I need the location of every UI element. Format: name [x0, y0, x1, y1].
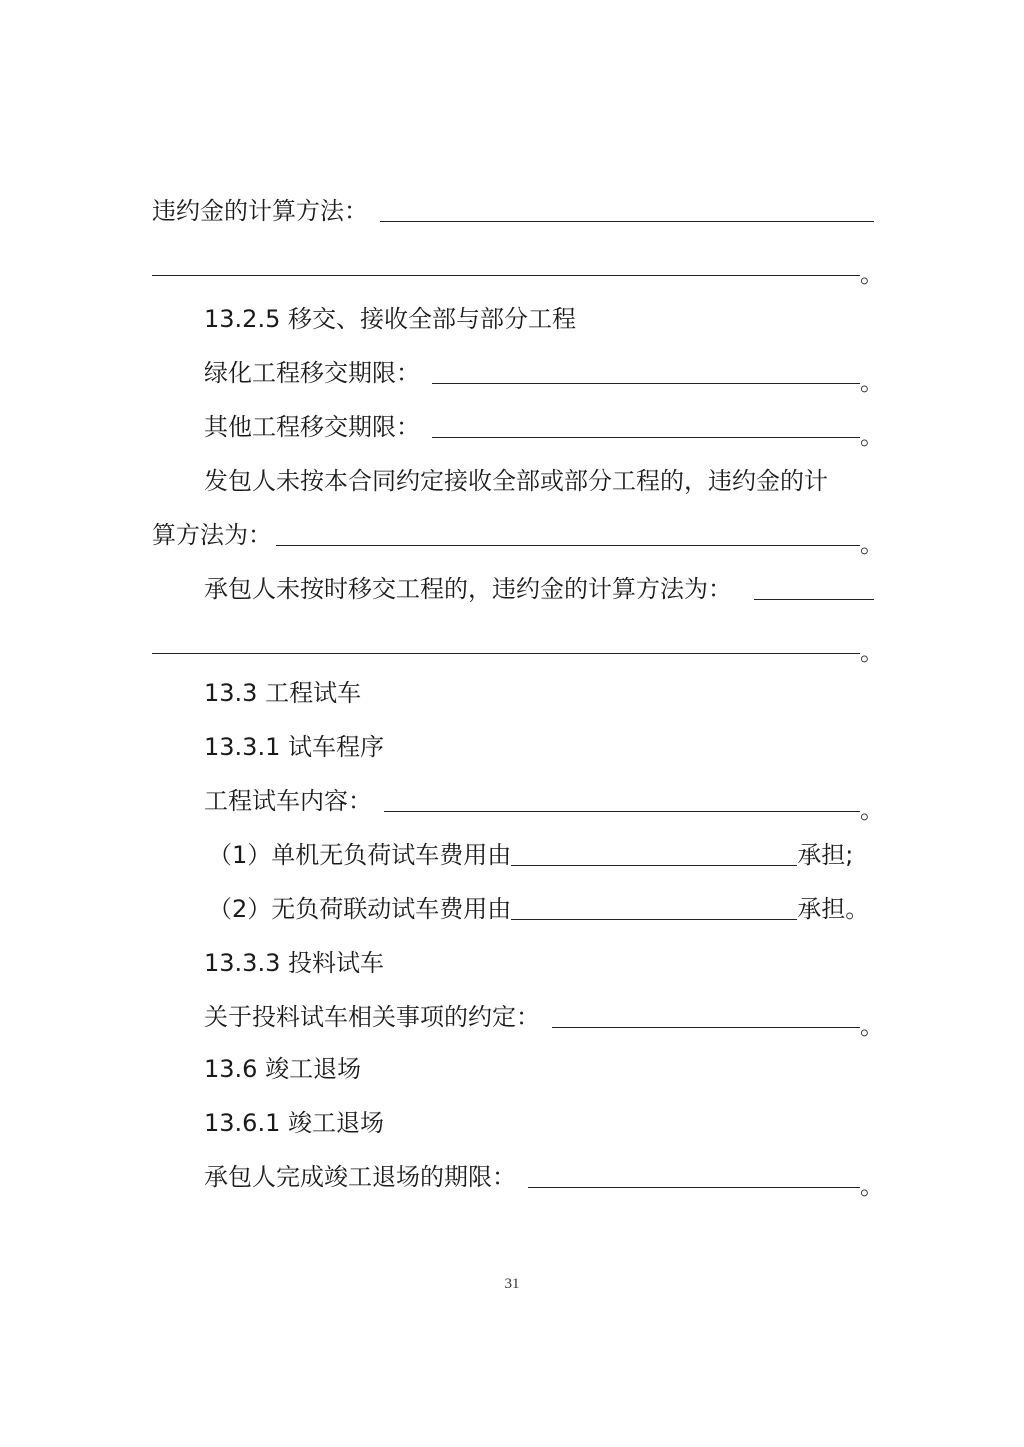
single-machine-cost-suffix: 承担;: [797, 841, 854, 869]
penalty-calc-method-label: 违约金的计算方法：: [152, 197, 368, 225]
greening-handover-blank: [432, 383, 860, 384]
employer-penalty-blank: [276, 545, 860, 546]
greening-handover-line: [204, 352, 884, 396]
single-machine-cost-label: （1）单机无负荷试车费用由: [208, 841, 512, 869]
employer-penalty-text-2: 算方法为：: [152, 521, 272, 549]
linkage-cost-blank: [511, 919, 797, 920]
period-mark: 。: [860, 530, 884, 558]
greening-handover-label: 绿化工程移交期限：: [204, 359, 420, 387]
section-13-3-3-heading: [204, 942, 874, 978]
other-handover-blank: [432, 437, 860, 438]
trial-run-content-line: [204, 780, 884, 824]
penalty-calc-method-blank: [380, 221, 874, 222]
other-handover-line: [204, 406, 884, 450]
employer-penalty-line: [204, 460, 874, 496]
contractor-penalty-blank-2: [152, 653, 860, 654]
single-machine-cost-blank: [511, 865, 797, 866]
trial-run-content-blank: [384, 811, 860, 812]
employer-penalty-text: 发包人未按本合同约定接收全部或部分工程的，违约金的计: [204, 467, 828, 495]
page-number: 31: [504, 1276, 520, 1292]
penalty-calc-method-blank-2: [152, 275, 860, 276]
section-13-3-heading: [204, 672, 874, 708]
section-13-6-heading: [204, 1048, 874, 1084]
section-heading-text: 13.3.3 投料试车: [204, 949, 384, 977]
section-13-3-1-heading: [204, 726, 874, 762]
period-mark: 。: [860, 1172, 884, 1200]
site-clearance-deadline-line: [204, 1156, 884, 1200]
trial-run-content-label: 工程试车内容：: [204, 787, 372, 815]
site-clearance-deadline-blank: [528, 1187, 860, 1188]
single-machine-cost-line: [208, 834, 878, 870]
site-clearance-deadline-label: 承包人完成竣工退场的期限：: [204, 1163, 516, 1191]
contractor-penalty-text: 承包人未按时移交工程的，违约金的计算方法为：: [204, 575, 732, 603]
penalty-calc-method-continuation: [152, 244, 884, 288]
employer-penalty-continuation: [152, 514, 884, 558]
feed-trial-agreement-blank: [552, 1027, 860, 1028]
feed-trial-agreement-label: 关于投料试车相关事项的约定：: [204, 1003, 540, 1031]
other-handover-label: 其他工程移交期限：: [204, 413, 420, 441]
period-mark: 。: [860, 638, 884, 666]
period-mark: 。: [860, 796, 884, 824]
period-mark: 。: [860, 1012, 884, 1040]
feed-trial-agreement-line: [204, 996, 884, 1040]
contractor-penalty-blank: [754, 599, 874, 600]
contractor-penalty-line: [204, 568, 874, 604]
section-13-6-1-heading: [204, 1102, 874, 1138]
linkage-cost-label: （2）无负荷联动试车费用由: [208, 895, 512, 923]
section-heading-text: 13.6.1 竣工退场: [204, 1109, 384, 1137]
section-heading-text: 13.3 工程试车: [204, 679, 362, 707]
period-mark: 。: [860, 368, 884, 396]
section-heading-text: 13.6 竣工退场: [204, 1055, 362, 1083]
period-mark: 。: [860, 260, 884, 288]
section-13-2-5-heading: [204, 298, 874, 334]
contractor-penalty-continuation: [152, 622, 884, 666]
penalty-calc-method-line: [152, 190, 874, 226]
section-heading-text: 13.2.5 移交、接收全部与部分工程: [204, 305, 576, 333]
linkage-cost-suffix: 承担。: [797, 895, 870, 923]
section-heading-text: 13.3.1 试车程序: [204, 733, 384, 761]
period-mark: 。: [860, 422, 884, 450]
linkage-cost-line: [208, 888, 878, 924]
